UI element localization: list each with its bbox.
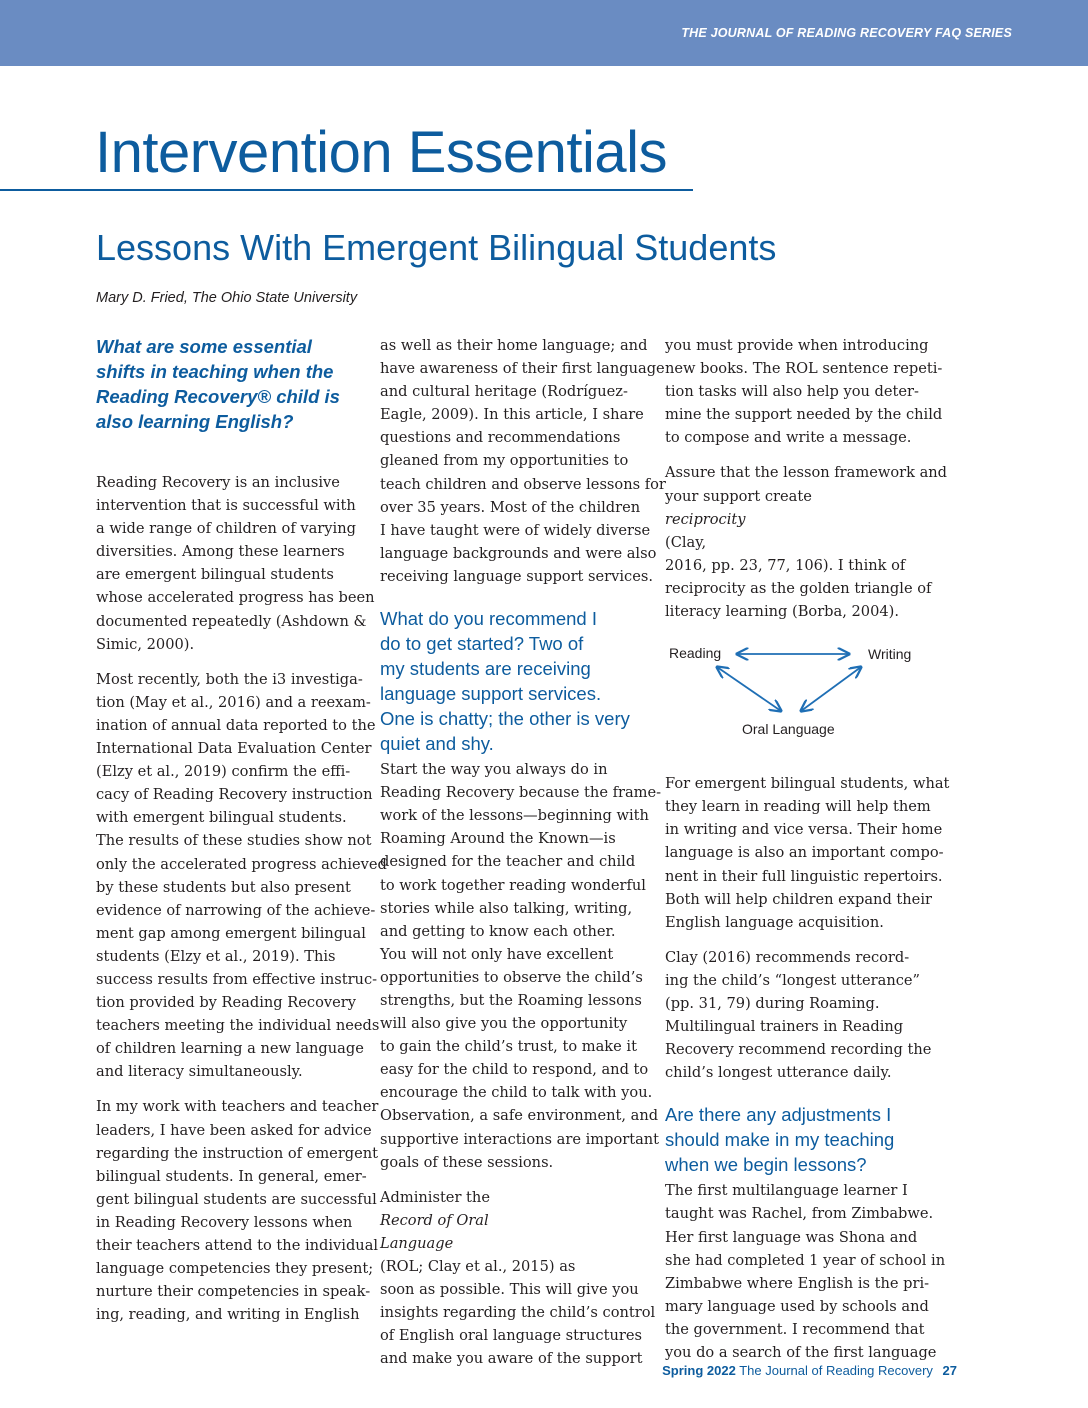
page-title: Intervention Essentials bbox=[95, 120, 668, 185]
reciprocity-triangle-diagram bbox=[665, 635, 933, 760]
paragraph: Start the way you always do in Reading Recovery because the frame- work of the lessons—beginning with Roaming Around the Known—is designed for the teacher and child to work together reading wonderful stories while also talking, writing, and getting to know each other. You will not only have excellent opportunities to observe the child’s strengths, but the Roaming lessons will also give you the opportunity to gain the child’s trust, to make it easy for the child to respond, and to encourage the child to talk with you. Observation, a safe environment, and supportive interactions are important goals of these sessions. bbox=[380, 761, 662, 1171]
arrow-reading-oral bbox=[717, 667, 781, 711]
author-byline: Mary D. Fried, The Ohio State University bbox=[96, 290, 358, 306]
column-1 bbox=[96, 334, 387, 1326]
paragraph: Clay (2016) recommends record- ing the child’s “longest utterance” (pp. 31, 79) during Roaming. Multilingual trainers in Reading Recovery recommend recording the child’s longest utterance daily. bbox=[665, 948, 932, 1082]
paragraph: For emergent bilingual students, what they learn in reading will help them in writing and vice versa. Their home language is also an important compo- nent in their full linguistic repertoirs. Both will help children expand their English language acquisition. bbox=[665, 775, 950, 931]
diagram-label-writing: Writing bbox=[868, 646, 912, 663]
question-heading: What are some essential shifts in teaching when the Reading Recovery® child is also learning English? bbox=[96, 336, 340, 432]
article-subtitle: Lessons With Emergent Bilingual Students bbox=[96, 227, 777, 268]
series-title: THE JOURNAL OF READING RECOVERY FAQ SERIES bbox=[681, 26, 1012, 40]
column-3 bbox=[665, 334, 950, 1364]
paragraph: you must provide when introducing new books. The ROL sentence repeti- tion tasks will also help you deter- mine the support needed by the child to compose and write a message. bbox=[665, 337, 943, 447]
paragraph: The first multilanguage learner I taught was Rachel, from Zimbabwe. Her first language was Shona and she had completed 1 year of school in Zimbabwe where English is the pri- mary language used by schools and the government. I recommend that you do a search of the first language bbox=[665, 1182, 946, 1361]
arrow-oral-writing bbox=[801, 667, 861, 711]
question-heading: What do you recommend I do to get started? Two of my students are receiving language support services. One is chatty; the other is very quiet and shy. bbox=[380, 608, 630, 755]
question-heading: Are there any adjustments I should make in my teaching when we begin lessons? bbox=[665, 1104, 895, 1176]
page-number: 27 bbox=[942, 1363, 957, 1378]
paragraph: Reading Recovery is an inclusive intervention that is successful with a wide range of children of varying diversities. Among these learners are emergent bilingual students whose accelerated progress has been documented repeatedly (Ashdown & Simic, 2000). bbox=[96, 474, 375, 653]
paragraph: as well as their home language; and have awareness of their first language and cultural heritage (Rodríguez- Eagle, 2009). In this article, I share questions and recommendations gleaned from my opportunities to teach children and observe lessons for over 35 years. Most of the children I have taught were of widely diverse language backgrounds and were also receiving language support services. bbox=[380, 337, 666, 585]
footer-season: Spring 2022 bbox=[662, 1363, 736, 1378]
footer-journal: The Journal of Reading Recovery bbox=[739, 1363, 933, 1378]
column-2 bbox=[380, 334, 666, 1370]
paragraph: In my work with teachers and teacher leaders, I have been asked for advice regarding the instruction of emergent bilingual students. In general, emer- gent bilingual students are successful in Reading Recovery lessons when their teachers attend to the individual language competencies they present; nurture their competencies in speak- ing, reading, and writing in English bbox=[96, 1098, 379, 1324]
diagram-arrows bbox=[665, 635, 933, 760]
paragraph: Assure that the lesson framework and your support create reciprocity (Clay, 2016, pp. 23, 77, 106). I think of reciprocity as the golden triangle of literacy learning (Borba, 2004). bbox=[665, 464, 948, 621]
header-band bbox=[0, 0, 1088, 66]
page-footer bbox=[662, 1363, 957, 1378]
paragraph: Administer the Record of Oral Language (ROL; Clay et al., 2015) as soon as possible. This will give you insights regarding the child’s control of English oral language structures and make you aware of the support bbox=[380, 1188, 656, 1368]
paragraph: Most recently, both the i3 investiga- tion (May et al., 2016) and a reexam- ination of annual data reported to the International Data Evaluation Center (Elzy et al., 2019) confirm the effi- cacy of Reading Recovery instruction with emergent bilingual students. The results of these studies show not only the accelerated progress achieved by these students but also present evidence of narrowing of the achieve- ment gap among emergent bilingual students (Elzy et al., 2019). This success results from effective instruc- tion provided by Reading Recovery teachers meeting the individual needs of children learning a new language and literacy simultaneously. bbox=[96, 670, 387, 1081]
diagram-label-oral-language: Oral Language bbox=[742, 721, 835, 738]
title-rule bbox=[0, 189, 693, 191]
diagram-label-reading: Reading bbox=[669, 645, 722, 662]
